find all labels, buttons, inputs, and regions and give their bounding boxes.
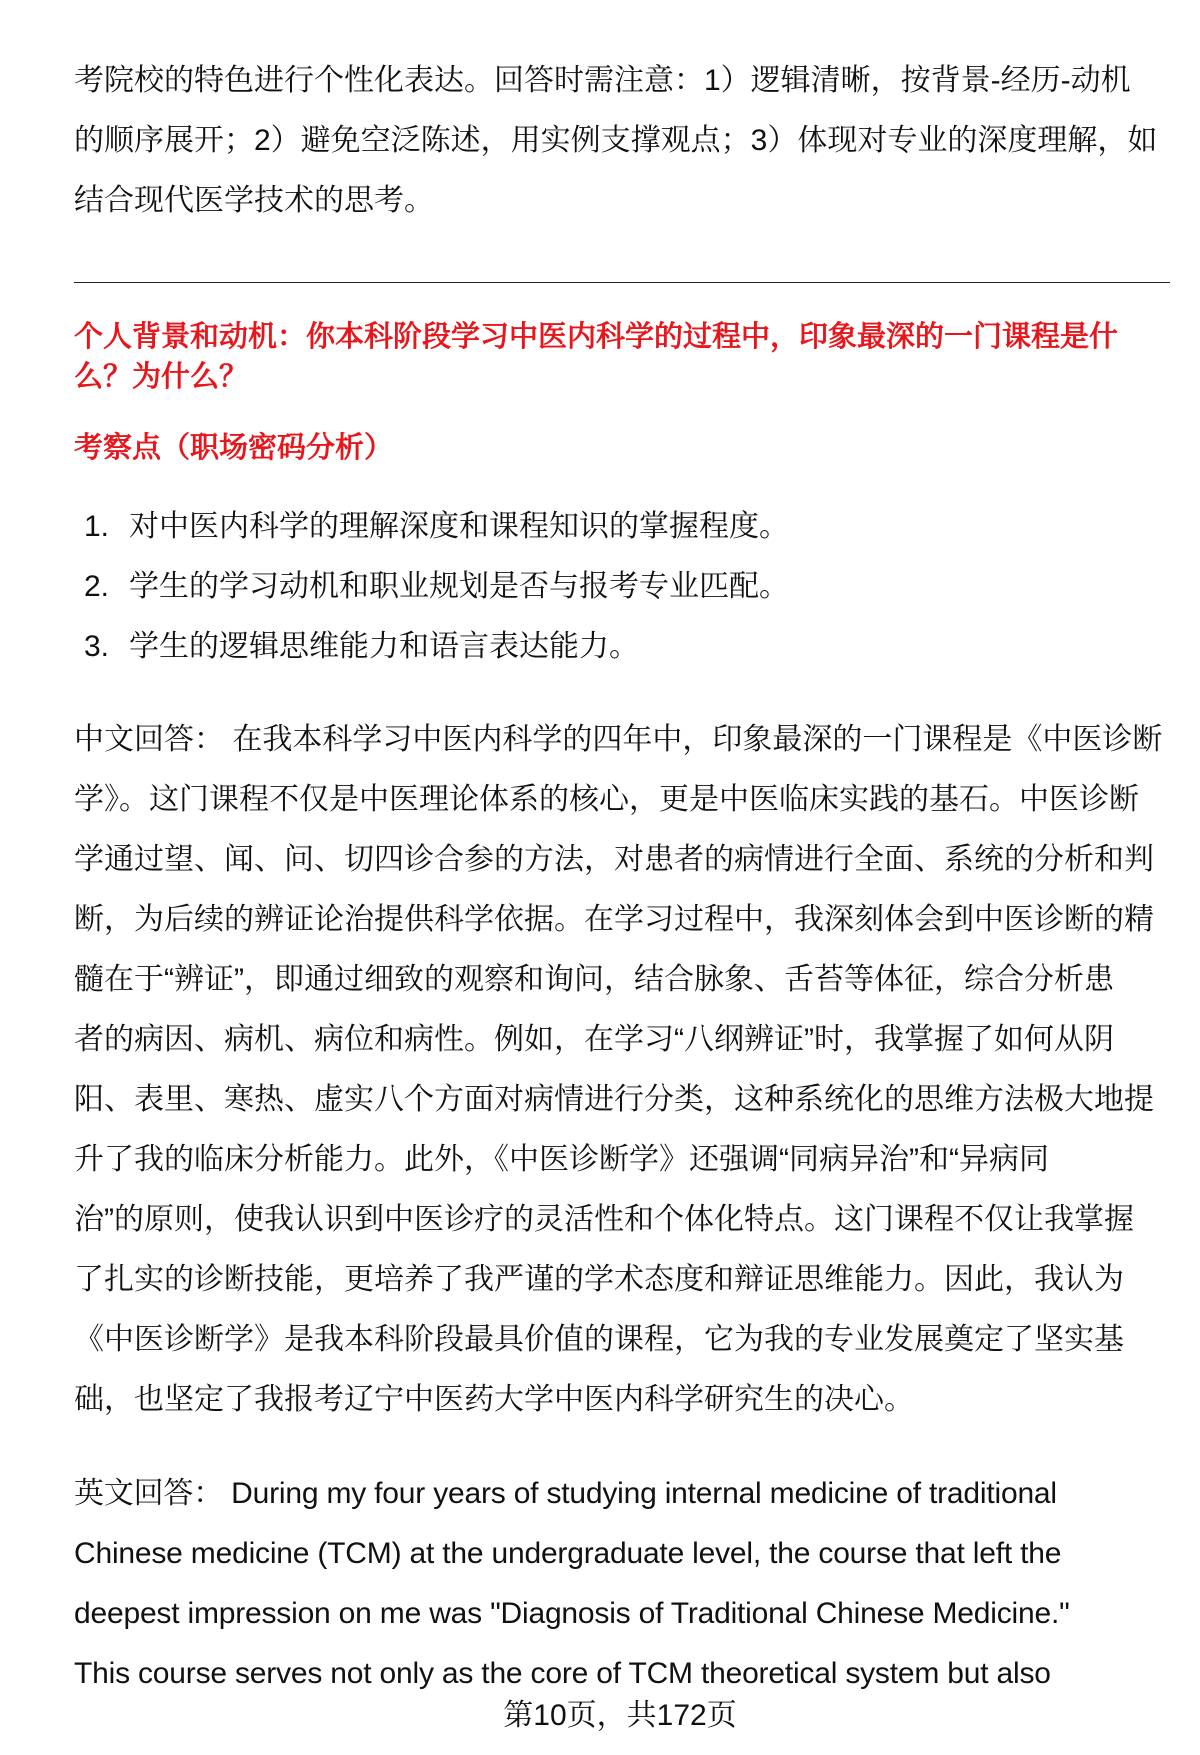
question-heading [74,317,1170,397]
text-line: 考院校的特色进行个性化表达。回答时需注意：1）逻辑清晰，按背景-经历-动机 [74,64,1131,97]
list-text: 学生的逻辑思维能力和语言表达能力。 [129,630,639,663]
text-line: 了扎实的诊断技能，更培养了我严谨的学术态度和辩证思维能力。因此，我认为 [74,1263,1124,1296]
text-line: 结合现代医学技术的思考。 [74,184,434,217]
page-indicator: 第10页，共172页 [503,1699,737,1732]
list-number: 2. [84,570,110,603]
list-text: 对中医内科学的理解深度和课程知识的掌握程度。 [129,510,789,543]
assessment-list [74,497,1170,677]
list-number: 1. [84,510,110,543]
text-line: 《中医诊断学》是我本科阶段最具价值的课程，它为我的专业发展奠定了坚实基 [74,1323,1124,1356]
text-line: 英文回答： During my four years of studying internal medicine of traditional [74,1477,1057,1510]
question-line: 个人背景和动机：你本科阶段学习中医内科学的过程中，印象最深的一门课程是什 [74,321,1119,353]
intro-paragraph [74,51,1170,231]
chinese-answer [74,710,1170,1430]
section-divider [74,282,1170,283]
assessment-heading [74,428,1170,468]
text-line: deepest impression on me was "Diagnosis of Traditional Chinese Medicine." [74,1597,1070,1630]
list-item [74,617,1170,677]
text-line: 断，为后续的辨证论治提供科学依据。在学习过程中，我深刻体会到中医诊断的精 [74,903,1154,936]
text-line: 的顺序展开；2）避免空泛陈述，用实例支撑观点；3）体现对专业的深度理解，如 [74,124,1158,157]
list-item [74,497,1170,557]
text-line: 髓在于“辨证”，即通过细致的观察和询问，结合脉象、舌苔等体征，综合分析患 [74,963,1114,996]
text-line: 中文回答： 在我本科学习中医内科学的四年中，印象最深的一门课程是《中医诊断 [74,723,1163,756]
list-text: 学生的学习动机和职业规划是否与报考专业匹配。 [129,570,789,603]
english-answer [74,1464,1170,1704]
text-line: 学》。这门课程不仅是中医理论体系的核心，更是中医临床实践的基石。中医诊断 [74,783,1139,816]
text-line: This course serves not only as the core of TCM theoretical system but also [74,1657,1051,1690]
text-line: 治”的原则，使我认识到中医诊疗的灵活性和个体化特点。这门课程不仅让我掌握 [74,1203,1134,1236]
assessment-heading-text: 考察点（职场密码分析） [74,432,394,464]
text-line: 者的病因、病机、病位和病性。例如，在学习“八纲辨证”时，我掌握了如何从阴 [74,1023,1114,1056]
list-number: 3. [84,630,110,663]
list-item [74,557,1170,617]
text-line: 升了我的临床分析能力。此外，《中医诊断学》还强调“同病异治”和“异病同 [74,1143,1049,1176]
text-line: 阳、表里、寒热、虚实八个方面对病情进行分类，这种系统化的思维方法极大地提 [74,1083,1154,1116]
text-line: 学通过望、闻、问、切四诊合参的方法，对患者的病情进行全面、系统的分析和判 [74,843,1154,876]
text-line: Chinese medicine (TCM) at the undergraduate level, the course that left the [74,1537,1062,1570]
question-line: 么？为什么？ [74,361,249,393]
text-line: 础，也坚定了我报考辽宁中医药大学中医内科学研究生的决心。 [74,1383,914,1416]
